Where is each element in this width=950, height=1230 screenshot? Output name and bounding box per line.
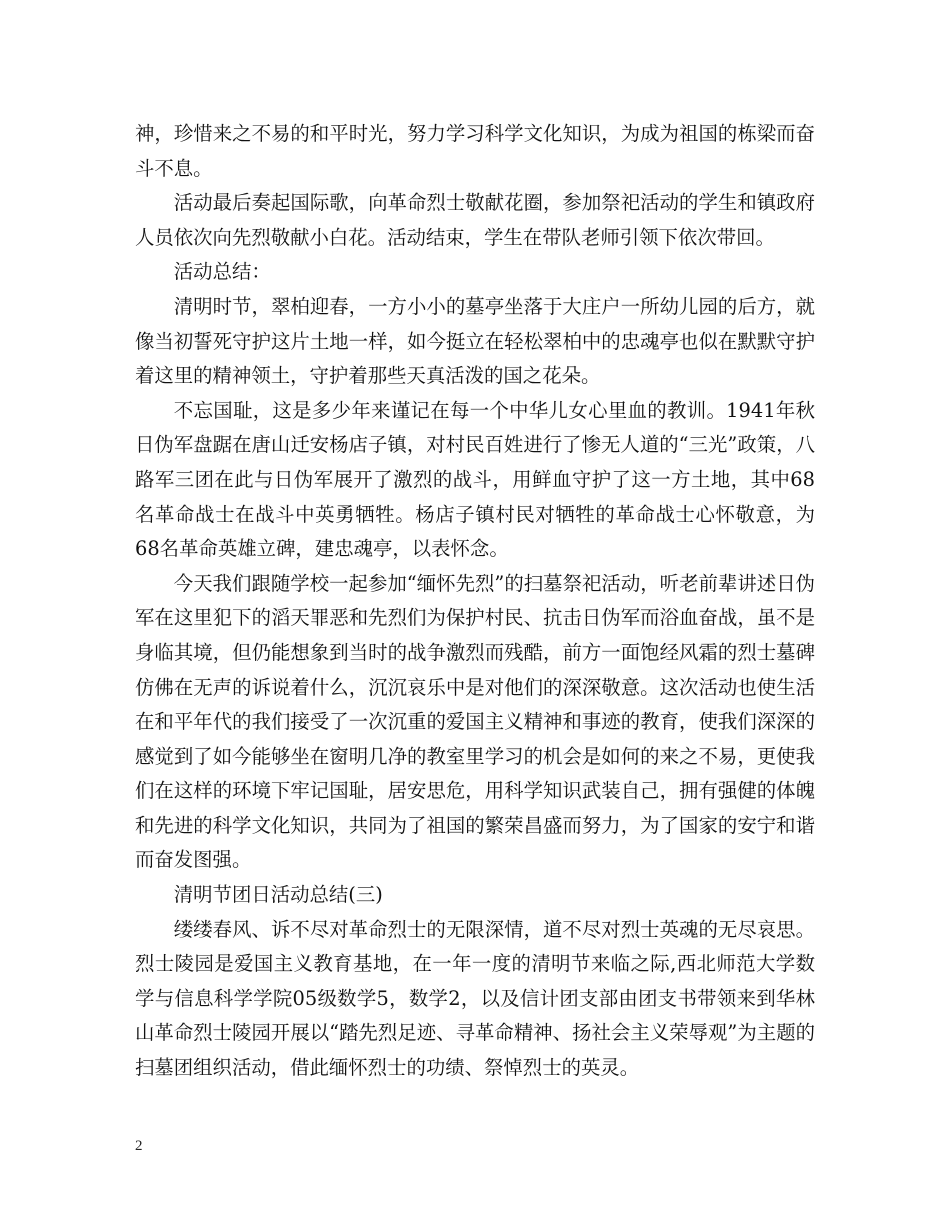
page-number: 2 — [135, 1138, 143, 1154]
body-text — [135, 117, 815, 1086]
section-heading-three: 清明节团日活动总结(三) — [173, 883, 383, 907]
paragraph-wreath-ceremony: 活动最后奏起国际歌，向革命烈士敬献花圈，参加祭祀活动的学生和镇政府人员依次向先烈敬献小白花。活动结束，学生在带队老师引领下依次带回。 — [135, 191, 815, 249]
paragraph-qingming-pavilion: 清明时节，翠柏迎春，一方小小的墓亭坐落于大庄户一所幼儿园的后方，就像当初誓死守护这片土地一样，如今挺立在轻松翠柏中的忠魂亭也似在默默守护着这里的精神领土，守护着那些天真活泼的国之花朵。 — [135, 294, 815, 388]
paragraph-national-humiliation: 不忘国耻，这是多少年来谨记在每一个中华儿女心里血的教训。1941年秋日伪军盘踞在唐山迁安杨店子镇，对村民百姓进行了惨无人道的“三光”政策，八路军三团在此与日伪军展开了激烈的战斗，用鲜血守护了这一方土地，其中68名革命战士在战斗中英勇牺牲。杨店子镇村民对牺牲的革命战士心怀敬意，为68名革命英雄立碑，建忠魂亭，以表怀念。 — [135, 398, 815, 561]
paragraph-today-activity: 今天我们跟随学校一起参加“缅怀先烈”的扫墓祭祀活动，听老前辈讲述日伪军在这里犯下的滔天罪恶和先烈们为保护村民、抗击日伪军而浴血奋战，虽不是身临其境，但仍能想象到当时的战争激烈而残酷，前方一面饱经风霜的烈士墓碑仿佛在无声的诉说着什么，沉沉哀乐中是对他们的深深敬意。这次活动也使生活在和平年代的我们接受了一次沉重的爱国主义精神和事迹的教育，使我们深深的感觉到了如今能够坐在窗明几净的教室里学习的机会是如何的来之不易，更使我们在这样的环境下牢记国耻，居安思危，用科学知识武装自己，拥有强健的体魄和先进的科学文化知识，共同为了祖国的繁荣昌盛而努力，为了国家的安宁和谐而奋发图强。 — [135, 571, 815, 872]
paragraph-summary-heading: 活动总结： — [173, 260, 271, 284]
paragraph-martyrs-cemetery: 缕缕春风、诉不尽对革命烈士的无限深情，道不尽对烈士英魂的无尽哀思。烈士陵园是爱国主义教育基地，在一年一度的清明节来临之际,西北师范大学数学与信息科学学院05级数学5，数学2，以及信计团支部由团支书带领来到华林山革命烈士陵园开展以“踏先烈足迹、寻革命精神、扬社会主义荣辱观”为主题的扫墓团组织活动，借此缅怀烈士的功绩、祭悼烈士的英灵。 — [135, 917, 815, 1080]
paragraph-continued: 神，珍惜来之不易的和平时光，努力学习科学文化知识，为成为祖国的栋梁而奋斗不息。 — [135, 122, 815, 180]
